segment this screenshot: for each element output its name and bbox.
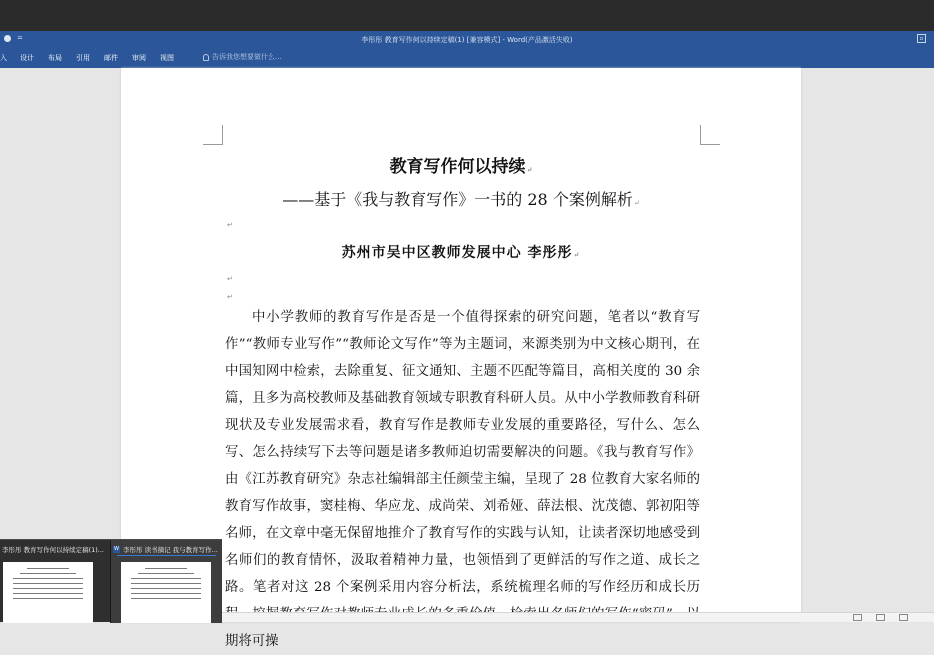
- top-dark-bar: [0, 0, 934, 31]
- thumbnail-label: 李彤彤 教育写作何以持续定稿(1)...: [2, 546, 104, 554]
- word-app-icon: W: [114, 546, 119, 552]
- margin-corner-top-left: [203, 125, 223, 145]
- tab-layout[interactable]: 布局: [48, 54, 62, 62]
- title-bar: [0, 31, 934, 47]
- paragraph-mark: ↵: [227, 275, 233, 283]
- paragraph-mark: ↵: [227, 293, 233, 301]
- taskbar-preview: [0, 539, 222, 622]
- ribbon-tabs: [0, 53, 188, 63]
- ribbon-tabs-bar: [0, 47, 934, 68]
- margin-corner-top-right: [700, 125, 720, 145]
- read-mode-icon[interactable]: [853, 614, 862, 621]
- thumbnail-preview: [121, 562, 211, 623]
- tell-me-text: 告诉我您想要做什么...: [212, 53, 282, 61]
- taskbar-thumbnail[interactable]: [0, 540, 111, 623]
- quick-access-more-button[interactable]: =: [17, 34, 23, 42]
- body-paragraph: 中小学教师的教育写作是否是一个值得探索的研究问题，笔者以“教育写作”“教师专业写作”“教师论文写作”等为主题词，来源类别为中文核心期刊，在中国知网中检索，去除重复、征文通知、主题不匹配等篇目，高相关度的 30 余篇，且多为高校教师及基础教育领域专职教育科研人员。从中小学教师教育科研现状及专业发展需求看，教育写作是教师专业发展的重要路径，写什么、怎么写、怎么持续写下去等问题是诸多教师迫切需要解决的问题。《我与教育写作》由《江苏教育研究》杂志社编辑部主任颜莹主编，呈现了 28 位教育大家名师的教育写作故事，窦桂梅、华应龙、成尚荣、刘希娅、薛法根、沈茂德、郭初阳等名师，在文章中毫无保留地推介了教育写作的实践与认知，让读者深切地感受到名师们的教育情怀，汲取着精神力量，也领悟到了更鲜活的写作之道、成长之路。笔者对这 28 个案例采用内容分析法，系统梳理名师的写作经历和成长历 期将可操: [225, 310, 700, 649]
- tab-view[interactable]: 视图: [160, 54, 174, 62]
- document-subtitle: ——基于《我与教育写作》一书的 28 个案例解析↵: [282, 190, 640, 209]
- tab-references[interactable]: 引用: [76, 54, 90, 62]
- tab-insert[interactable]: 入: [0, 54, 7, 62]
- thumbnail-label: W 李彤彤 读书摘记 我与教育写作...: [114, 546, 218, 554]
- document-page[interactable]: [121, 68, 801, 649]
- thumbnail-preview: [3, 562, 93, 623]
- tab-design[interactable]: 设计: [20, 54, 34, 62]
- tab-mailings[interactable]: 邮件: [104, 54, 118, 62]
- tab-review[interactable]: 审阅: [132, 54, 146, 62]
- web-layout-icon[interactable]: [899, 614, 908, 621]
- active-indicator: [117, 555, 216, 556]
- print-layout-icon[interactable]: [876, 614, 885, 621]
- lightbulb-icon: [203, 54, 209, 61]
- tell-me-search[interactable]: [203, 52, 282, 62]
- taskbar-thumbnail[interactable]: [111, 540, 222, 623]
- paragraph-mark: ↵: [227, 221, 233, 229]
- document-title: 教育写作何以持续↵: [389, 157, 533, 177]
- ribbon-display-options-icon[interactable]: ▫: [917, 34, 926, 43]
- window-title: 李彤彤 教育写作何以持续定稿(1) [兼容模式] - Word(产品激活失败): [361, 36, 573, 44]
- document-author: 苏州市吴中区教师发展中心 李彤彤↵: [341, 245, 581, 261]
